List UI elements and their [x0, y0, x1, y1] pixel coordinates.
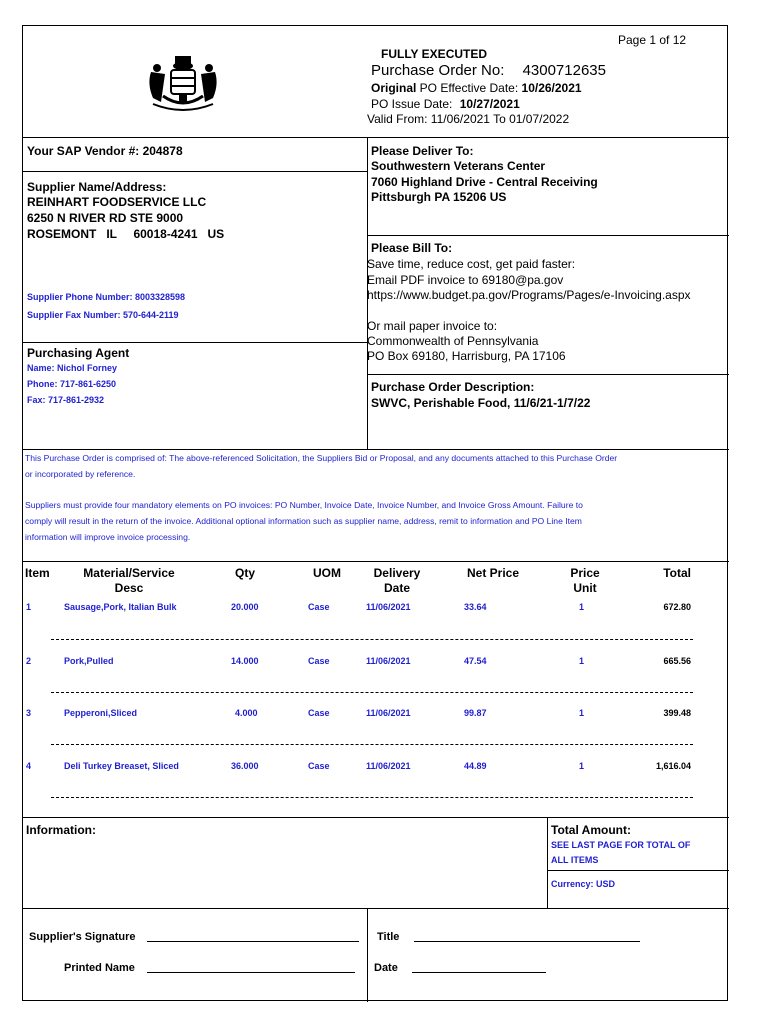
notice-para2-line1: Suppliers must provide four mandatory elements on PO invoices: PO Number, Invoice Date, Invoice Number, and Invoice Gross Amount. Failure to — [25, 500, 583, 510]
agent-fax: Fax: 717-861-2932 — [27, 395, 105, 405]
total-amount-label: Total Amount: — [551, 823, 631, 837]
po-number: 4300712635 — [522, 62, 606, 79]
supplier-fax: Supplier Fax Number: 570-644-2119 — [27, 310, 179, 320]
agent-heading: Purchasing Agent — [27, 346, 130, 360]
date-label: Date — [374, 962, 398, 974]
status-label: FULLY EXECUTED — [381, 47, 488, 61]
po-number-line — [371, 61, 606, 80]
supplier-phone: Supplier Phone Number: 8003328598 — [27, 292, 186, 302]
col-net-price: Net Price — [466, 566, 520, 580]
agent-name: Name: Nichol Forney — [27, 363, 118, 373]
bill-line-3: https://www.budget.pa.gov/Programs/Pages/e-Invoicing.aspx — [367, 288, 691, 302]
row-divider — [51, 797, 693, 798]
row-divider — [51, 639, 693, 640]
sap-vendor: Your SAP Vendor #: 204878 — [27, 144, 183, 158]
deliver-line-1: Southwestern Veterans Center — [371, 159, 546, 173]
notice-para1-line2: or incorporated by reference. — [25, 469, 136, 479]
supplier-address-2: ROSEMONT IL 60018-4241 US — [27, 227, 225, 241]
date-field[interactable] — [412, 972, 546, 973]
title-field[interactable] — [414, 941, 640, 942]
deliver-heading: Please Deliver To: — [371, 144, 474, 158]
notice-para2-line3: information will improve invoice processing. — [25, 532, 191, 542]
bill-heading: Please Bill To: — [371, 241, 453, 255]
supplier-name: REINHART FOODSERVICE LLC — [27, 195, 207, 209]
information-label: Information: — [26, 823, 96, 837]
notice-para1-line1: This Purchase Order is comprised of: The above-referenced Solicitation, the Suppliers Bid or Proposal, and any documents attached to this Purchase Order — [25, 453, 618, 463]
printed-name-label: Printed Name — [64, 962, 135, 974]
total-note: SEE LAST PAGE FOR TOTAL OF ALL ITEMS — [551, 840, 691, 865]
bill-line-2: Email PDF invoice to 69180@pa.gov — [367, 273, 564, 287]
effective-date-line: Original PO Effective Date: 10/26/2021 — [371, 81, 582, 95]
col-item: Item — [25, 566, 50, 580]
bill-line-5: Commonwealth of Pennsylvania — [367, 334, 539, 348]
bill-line-1: Save time, reduce cost, get paid faster: — [367, 257, 576, 271]
row-divider — [51, 744, 693, 745]
signature-label: Supplier's Signature — [29, 931, 136, 943]
description-heading: Purchase Order Description: — [371, 380, 535, 394]
notice-para2-line2: comply will result in the return of the invoice. Additional optional information such as supplier name, address, remit to information and PO Line Item — [25, 516, 582, 526]
col-total: Total — [663, 566, 691, 580]
supplier-heading: Supplier Name/Address: — [27, 180, 167, 194]
supplier-address-1: 6250 N RIVER RD STE 9000 — [27, 211, 184, 225]
currency: Currency: USD — [551, 879, 616, 889]
col-qty: Qty — [234, 566, 255, 580]
col-desc: Material/Service Desc — [83, 566, 175, 595]
signature-field[interactable] — [147, 941, 359, 942]
deliver-line-2: 7060 Highland Drive - Central Receiving — [371, 175, 598, 189]
title-label: Title — [377, 931, 400, 943]
issue-date-line: PO Issue Date: 10/27/2021 — [371, 97, 520, 111]
purchase-order-page: Page 1 of 12 FULLY EXECUTED Purchase Order No: 4300712635 Original PO Effective Date: 10/26/2021 PO Issue Date: 10/27/2021 Valid From: 11/06/2021 To 01/07/2022 Your SAP Vendor #: 204878 Supplier Name/Address: REINHART FOODSERVICE LLC 6250 N RIVER RD STE 9000 ROSEMONT IL 60018-4241 US Supplier Phone Number: 8003328598 Supplier Fax Number: 570-644-2119 Purchasing Agent Name: Nichol Forney Phone: 717-861-6250 Fax: 717-861-2932 Please Deliver To: Southwestern Veterans Center 7060 Highland Drive - Central Receiving Pittsburgh PA 15206 US Please Bill To: Save time, reduce cost, get paid faster: Email PDF invoice to 69180@pa.gov https://www.budget.pa.gov/Programs/Pages/e-Invoicing.aspx Or mail paper invoice to: Commonwealth of Pennsylvania PO Box 69180, Harrisburg, PA 17106 Purchase Order Description: SWVC, Perishable Food, 11/6/21-1/7/22 This Purchase Order is comprised of: The above-referenced Solicitation, the Suppliers Bid or Proposal, and any documents attached to this Purchase Order or incorporated by reference. Suppliers must provide four mandatory elements on PO invoices: PO Number, Invoice Date, Invoice Number, and Invoice Gross Amount. Failure to comply will result in the return of the invoice. Additional optional information such as supplier name, address, remit to information and PO Line Item information will improve invoice processing. Item Material/Service Desc Qty UOM Delivery Date Net Price Price Unit Total 1 Sausage,Pork, Italian Bulk 20.000 Case 11/06/2021 33.64 1 672.80 2 Pork,Pulled 14.000 Case 11/06/2021 47.54 1 665.56 3 Pepperoni,Sliced 4.000 Case 11/06/2021 99.87 1 399.48 4 Deli Turkey Breaset, Sliced 36.000 Case 11/06/2021 44.89 1 1,616.04 Information: Total Amount: SEE LAST PAGE FOR TOTAL OF ALL ITEMS Currency: USD Supplier's Signature Printed Name Title Date — [22, 25, 728, 1001]
seal-icon — [143, 54, 223, 116]
bill-line-4: Or mail paper invoice to: — [367, 319, 498, 333]
page-number: Page 1 of 12 — [618, 33, 687, 47]
row-divider — [51, 692, 693, 693]
deliver-line-3: Pittsburgh PA 15206 US — [371, 190, 507, 204]
state-seal — [143, 54, 223, 116]
col-price-unit: Price Unit — [570, 566, 600, 595]
po-label: Purchase Order No: — [371, 62, 505, 79]
bill-line-6: PO Box 69180, Harrisburg, PA 17106 — [367, 349, 566, 363]
agent-phone: Phone: 717-861-6250 — [27, 379, 117, 389]
printed-name-field[interactable] — [147, 972, 355, 973]
col-delivery: Delivery Date — [373, 566, 421, 595]
valid-dates: Valid From: 11/06/2021 To 01/07/2022 — [367, 112, 570, 126]
col-uom: UOM — [313, 566, 341, 580]
description-text: SWVC, Perishable Food, 11/6/21-1/7/22 — [371, 396, 591, 410]
